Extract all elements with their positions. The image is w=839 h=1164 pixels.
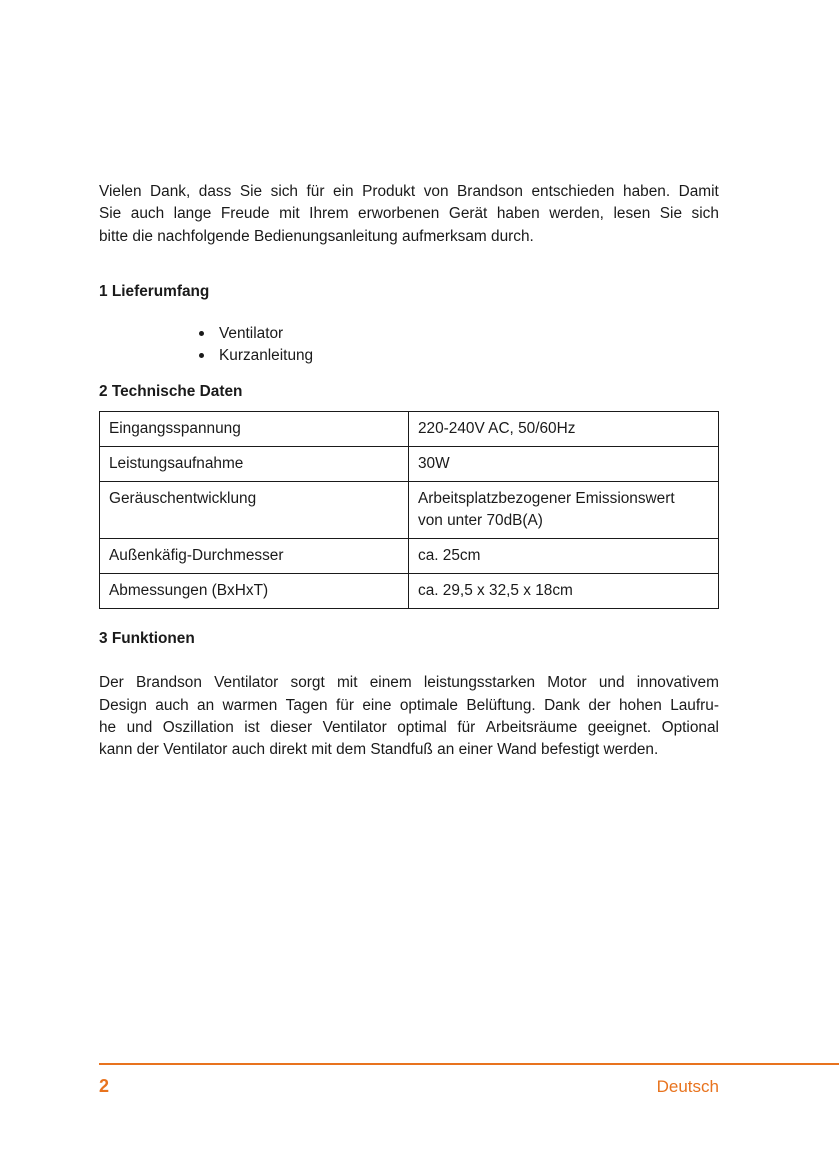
spec-value-line: von unter 70dB(A) bbox=[418, 512, 543, 530]
delivery-contents-list bbox=[99, 323, 719, 367]
list-item-label: Ventilator bbox=[219, 325, 284, 343]
spec-value-line: Arbeitsplatzbezogener Emissionswert bbox=[418, 490, 675, 508]
table-row bbox=[100, 412, 719, 447]
technical-data-table bbox=[99, 411, 719, 609]
spec-name-cell: Geräuschentwicklung bbox=[100, 482, 409, 539]
bullet-icon bbox=[199, 353, 204, 358]
spec-value-cell bbox=[409, 539, 719, 574]
section-heading-technische-daten: 2 Technische Daten bbox=[99, 383, 243, 401]
spec-value-line: 30W bbox=[418, 455, 450, 473]
spec-value-line: ca. 29,5 x 32,5 x 18cm bbox=[418, 582, 573, 600]
paragraph-line: bitte die nachfolgende Bedienungsanleitung aufmerksam durch. bbox=[99, 227, 534, 245]
list-item bbox=[199, 323, 719, 345]
paragraph-line: he und Oszillation ist dieser Ventilator optimal für Arbeitsräume geeignet. Optional bbox=[99, 719, 719, 737]
paragraph-line: Design auch an warmen Tagen für eine optimale Belüftung. Dank der hohen Laufru- bbox=[99, 696, 719, 714]
list-item bbox=[199, 345, 719, 367]
spec-name-cell: Außenkäfig-Durchmesser bbox=[100, 539, 409, 574]
spec-value-line: ca. 25cm bbox=[418, 547, 481, 565]
table-row bbox=[100, 447, 719, 482]
spec-value-cell bbox=[409, 482, 719, 539]
table-row bbox=[100, 574, 719, 609]
paragraph-line: Der Brandson Ventilator sorgt mit einem leistungsstarken Motor und innovativem bbox=[99, 674, 719, 692]
footer-divider bbox=[99, 1063, 839, 1065]
table-row bbox=[100, 539, 719, 574]
section-heading-lieferumfang: 1 Lieferumfang bbox=[99, 283, 210, 301]
page-content bbox=[99, 181, 719, 762]
spec-name-cell: Eingangsspannung bbox=[100, 412, 409, 447]
table-row bbox=[100, 482, 719, 539]
paragraph-line: Vielen Dank, dass Sie sich für ein Produkt von Brandson entschieden haben. Damit bbox=[99, 183, 719, 200]
list-item-label: Kurzanleitung bbox=[219, 347, 314, 365]
spec-name-cell: Abmessungen (BxHxT) bbox=[100, 574, 409, 609]
intro-paragraph bbox=[99, 181, 719, 248]
paragraph-line: Sie auch lange Freude mit Ihrem erworbenen Gerät haben werden, lesen Sie sich bbox=[99, 205, 719, 223]
bullet-icon bbox=[199, 331, 204, 336]
page-number: 2 bbox=[99, 1076, 110, 1096]
footer-language: Deutsch bbox=[656, 1077, 719, 1096]
paragraph-line: kann der Ventilator auch direkt mit dem Standfuß an einer Wand befestigt werden. bbox=[99, 741, 659, 759]
spec-value-cell bbox=[409, 412, 719, 447]
spec-value-line: 220-240V AC, 50/60Hz bbox=[418, 420, 576, 438]
spec-value-cell bbox=[409, 574, 719, 609]
functions-paragraph bbox=[99, 672, 719, 762]
section-heading-funktionen: 3 Funktionen bbox=[99, 630, 195, 648]
spec-value-cell bbox=[409, 447, 719, 482]
spec-name-cell: Leistungsaufnahme bbox=[100, 447, 409, 482]
